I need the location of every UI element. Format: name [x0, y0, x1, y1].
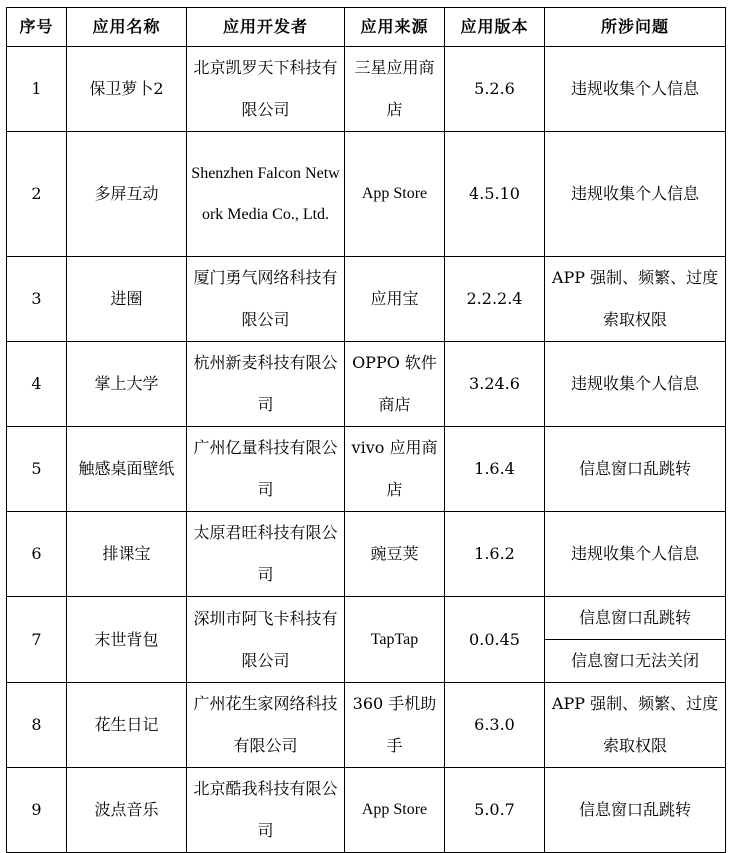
table-row: [7, 512, 726, 597]
row-no: 1: [7, 47, 67, 132]
row-developer: 广州亿量科技有限公司: [187, 427, 345, 512]
table-row: [7, 597, 726, 640]
header-developer: 应用开发者: [187, 8, 345, 47]
table-row: [7, 768, 726, 853]
row-no: 8: [7, 683, 67, 768]
header-issues: 所涉问题: [545, 8, 726, 47]
row-version: 5.2.6: [445, 47, 545, 132]
row-no: 9: [7, 768, 67, 853]
row-issue: APP 强制、频繁、过度索取权限: [545, 257, 726, 342]
row-issue: 违规收集个人信息: [545, 47, 726, 132]
row-app-name: 保卫萝卜2: [67, 47, 187, 132]
row-source: 豌豆荚: [345, 512, 445, 597]
row-version: 6.3.0: [445, 683, 545, 768]
row-app-name: 进圈: [67, 257, 187, 342]
row-no: 5: [7, 427, 67, 512]
row-app-name: 花生日记: [67, 683, 187, 768]
header-source: 应用来源: [345, 8, 445, 47]
row-issue: 违规收集个人信息: [545, 512, 726, 597]
row-developer: 深圳市阿飞卡科技有限公司: [187, 597, 345, 683]
row-app-name: 掌上大学: [67, 342, 187, 427]
row-no: 4: [7, 342, 67, 427]
table-row: [7, 132, 726, 257]
row-issue: 信息窗口乱跳转: [545, 427, 726, 512]
row-app-name: 触感桌面壁纸: [67, 427, 187, 512]
row-version: 5.0.7: [445, 768, 545, 853]
row-developer: 北京凯罗天下科技有限公司: [187, 47, 345, 132]
row-source: 三星应用商店: [345, 47, 445, 132]
row-developer: 杭州新麦科技有限公司: [187, 342, 345, 427]
row-version: 3.24.6: [445, 342, 545, 427]
row-version: 0.0.45: [445, 597, 545, 683]
row-issue: 违规收集个人信息: [545, 132, 726, 257]
row-app-name: 多屏互动: [67, 132, 187, 257]
row-source: 360 手机助手: [345, 683, 445, 768]
header-version: 应用版本: [445, 8, 545, 47]
row-issue-secondary: 信息窗口无法关闭: [545, 640, 726, 683]
table-row: [7, 427, 726, 512]
row-developer: Shenzhen Falcon Network Media Co., Ltd.: [187, 132, 345, 257]
app-issues-table: [6, 7, 726, 853]
table-row: [7, 47, 726, 132]
row-source: App Store: [345, 132, 445, 257]
row-source: 应用宝: [345, 257, 445, 342]
row-issue: 信息窗口乱跳转: [545, 597, 726, 640]
table-row: [7, 257, 726, 342]
row-no: 2: [7, 132, 67, 257]
row-no: 6: [7, 512, 67, 597]
table-header-row: [7, 8, 726, 47]
row-app-name: 末世背包: [67, 597, 187, 683]
header-no: 序号: [7, 8, 67, 47]
header-app-name: 应用名称: [67, 8, 187, 47]
row-source: TapTap: [345, 597, 445, 683]
row-no: 3: [7, 257, 67, 342]
row-version: 1.6.4: [445, 427, 545, 512]
table-row: [7, 342, 726, 427]
row-source: OPPO 软件商店: [345, 342, 445, 427]
row-developer: 太原君旺科技有限公司: [187, 512, 345, 597]
row-source: vivo 应用商店: [345, 427, 445, 512]
row-version: 4.5.10: [445, 132, 545, 257]
table-row: [7, 683, 726, 768]
row-developer: 厦门勇气网络科技有限公司: [187, 257, 345, 342]
row-version: 2.2.2.4: [445, 257, 545, 342]
row-app-name: 排课宝: [67, 512, 187, 597]
row-no: 7: [7, 597, 67, 683]
row-issue: 违规收集个人信息: [545, 342, 726, 427]
row-developer: 广州花生家网络科技有限公司: [187, 683, 345, 768]
row-issue: 信息窗口乱跳转: [545, 768, 726, 853]
row-source: App Store: [345, 768, 445, 853]
row-developer: 北京酷我科技有限公司: [187, 768, 345, 853]
row-issue: APP 强制、频繁、过度索取权限: [545, 683, 726, 768]
row-app-name: 波点音乐: [67, 768, 187, 853]
row-version: 1.6.2: [445, 512, 545, 597]
